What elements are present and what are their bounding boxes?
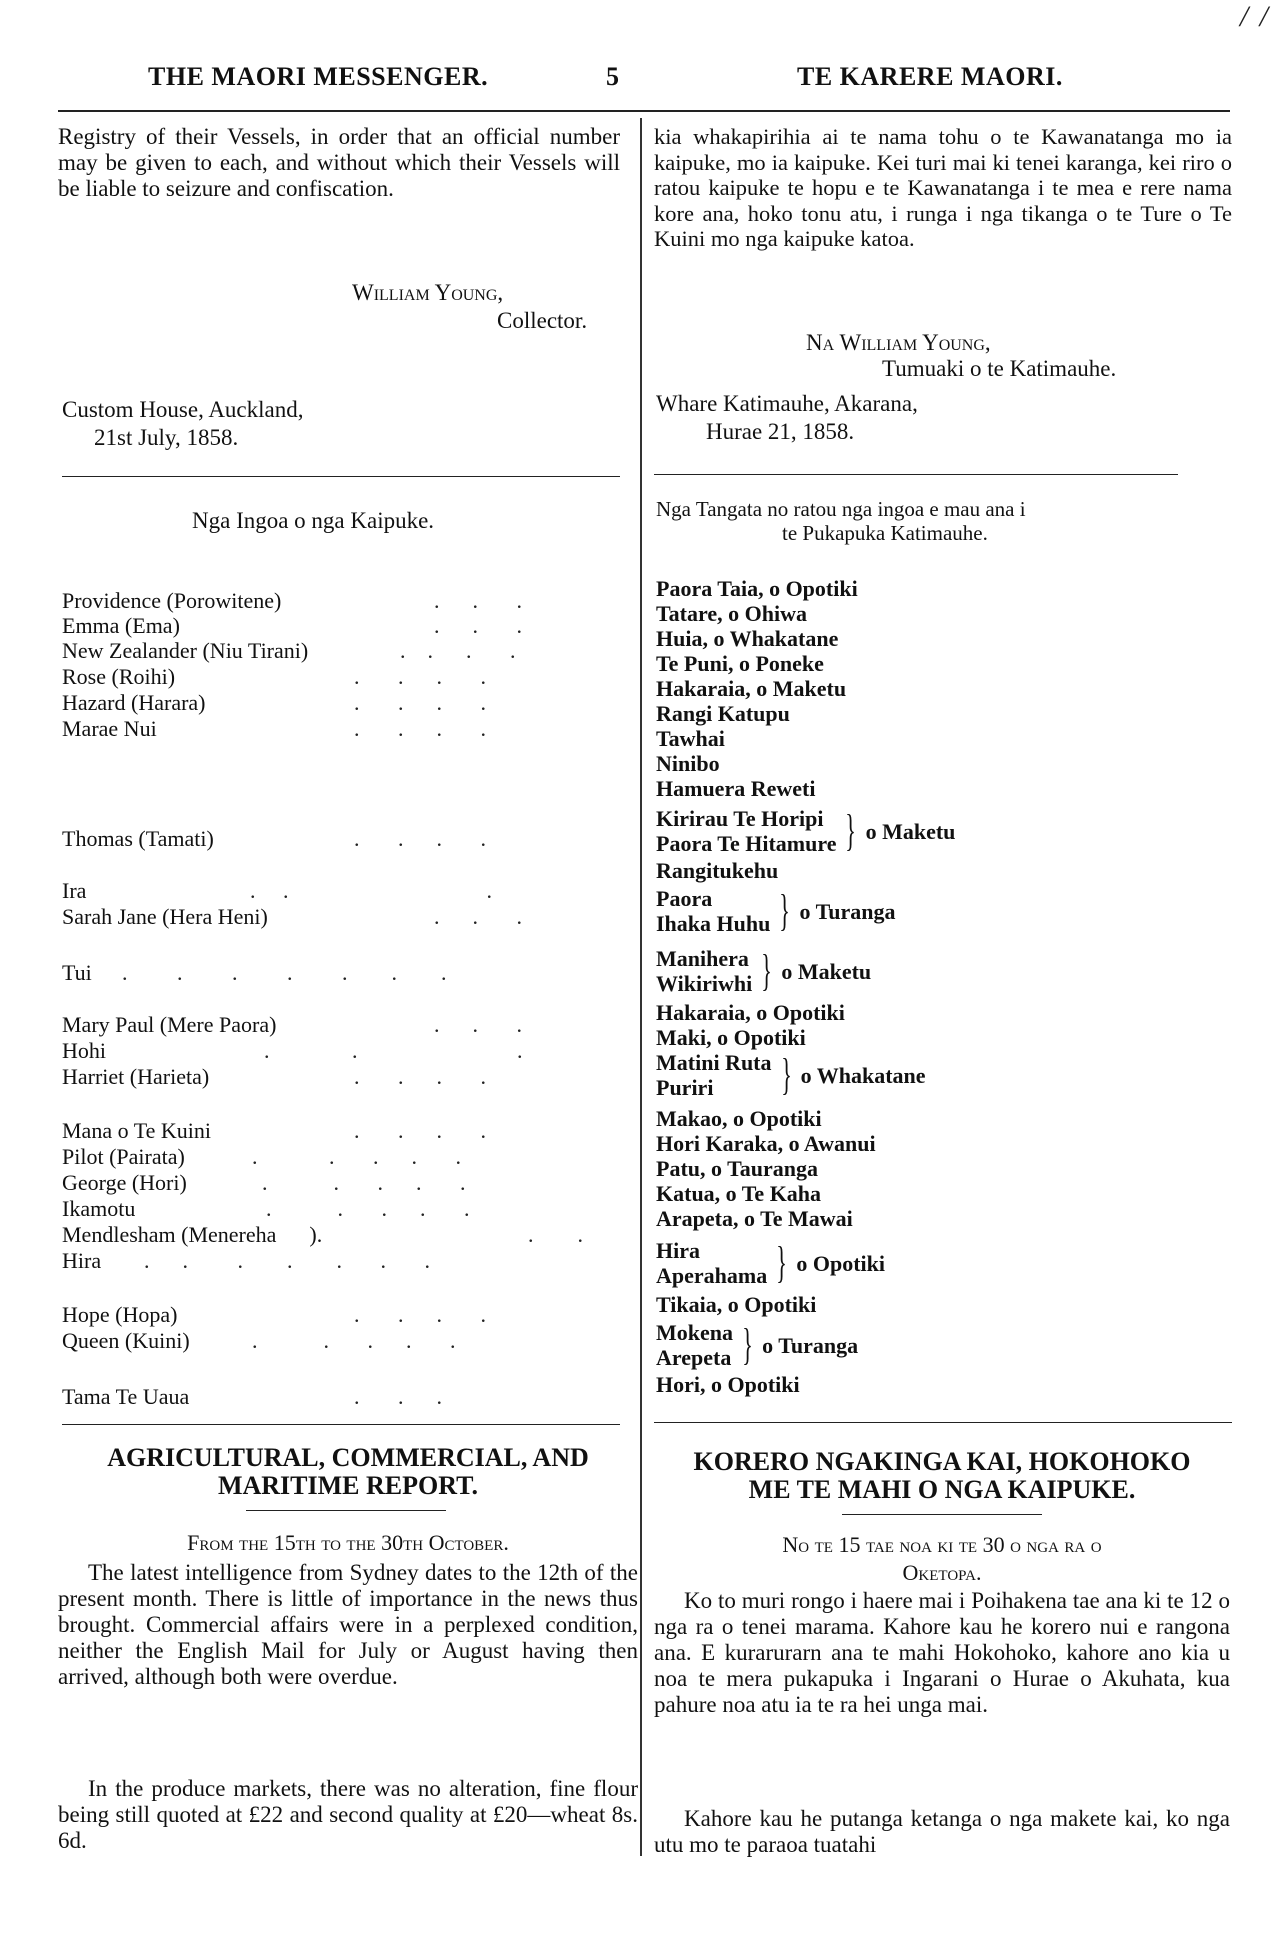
vessel-name: Hope (Hopa) (62, 1302, 178, 1327)
leader-dots: . . . . . (266, 1196, 470, 1221)
owner-group-place: o Turanga (762, 1332, 859, 1358)
vessel-name: Mary Paul (Mere Paora) (62, 1012, 277, 1037)
leader-dots: . . . (434, 613, 522, 638)
brace-glyph: } (780, 1050, 792, 1099)
report-english-para2: In the produce markets, there was no alteration, fine flour being still quoted at £22 and second quality at £20—wheat 8s. 6d. (58, 1776, 638, 1853)
owner-group (656, 886, 895, 936)
notice-maori-text: kia whakapirihia ai te nama tohu o te Kawanatanga mo ia kaipuke, mo ia kaipuke. Kei turi mai ki tenei karanga, kei riro o ratou kaipuke te hopu e te Kawanatanga i te mea e rere nama kore ana, hoko tonu atu, i runga i nga tikanga o te Ture o Te Kuini mo nga kaipuke katoa. (654, 124, 1232, 251)
leader-dots: . . . (434, 1012, 522, 1037)
leader-dots: . . . . (354, 664, 486, 689)
vessel-name: Ikamotu (62, 1196, 136, 1221)
owner-name: Hori Karaka, o Awanui (656, 1131, 876, 1156)
notice-english-title: Collector. (497, 308, 588, 333)
owner-group-name: Paora Te Hitamure (656, 831, 837, 856)
brace-glyph: } (779, 886, 791, 935)
header-rule (58, 110, 1230, 112)
brace-glyph: } (845, 806, 857, 855)
owner-group-name: Wikiriwhi (656, 971, 753, 996)
owner-group (656, 1238, 885, 1288)
owner-name: Patu, o Tauranga (656, 1156, 818, 1181)
notice-english-date: 21st July, 1858. (94, 425, 239, 450)
vessel-name: Mana o Te Kuini (62, 1118, 211, 1143)
leader-dots: . . . (250, 878, 492, 903)
owner-name: Tikaia, o Opotiki (656, 1292, 817, 1317)
report-title-rule-right (842, 1514, 1042, 1515)
notice-maori-place: Whare Katimauhe, Akarana, (656, 391, 918, 416)
leader-dots: . . . . . . . (122, 960, 447, 985)
vessel-name: Ira (62, 878, 87, 903)
report-title-maori-line1: KORERO NGAKINGA KAI, HOKOHOKO (693, 1447, 1191, 1476)
owner-name: Hori, o Opotiki (656, 1372, 800, 1397)
leader-dots: . . . (354, 1384, 442, 1409)
owner-group-name: Arepeta (656, 1345, 732, 1370)
leader-dots: . . . . . (262, 1170, 466, 1195)
vessel-name: Mendlesham (Menereha ). (62, 1222, 323, 1247)
vessel-name: Thomas (Tamati) (62, 826, 214, 851)
report-dates-maori-line2: Oketopa. (902, 1560, 982, 1585)
owner-group (656, 946, 871, 996)
owner-group-place: o Opotiki (796, 1250, 885, 1276)
report-dates-maori-line1: No te 15 tae noa ki te 30 o nga ra o (782, 1532, 1102, 1557)
leader-dots: . . . . . . . (144, 1248, 430, 1273)
owner-group (656, 806, 955, 856)
list-rule-left (62, 1424, 620, 1425)
report-title-maori-line2: ME TE MAHI O NGA KAIPUKE. (748, 1475, 1136, 1504)
column-divider (640, 118, 642, 1856)
leader-dots: . . . . (354, 826, 486, 851)
owner-list-heading-line2: te Pukapuka Katimauhe. (782, 521, 988, 545)
brace-glyph: } (742, 1320, 753, 1369)
vessel-name: Hohi (62, 1038, 106, 1063)
leader-dots: . . . . (354, 1118, 486, 1143)
notice-english-signature: William Young, (352, 280, 504, 305)
owner-group-place: o Maketu (781, 958, 872, 984)
brace-glyph: } (776, 1238, 788, 1287)
corner-mark: / / (1239, 0, 1270, 33)
report-title-english-line1: AGRICULTURAL, COMMERCIAL, AND (107, 1443, 589, 1472)
vessel-name: Sarah Jane (Hera Heni) (62, 904, 268, 929)
owner-group-name: Ihaka Huhu (656, 911, 771, 936)
leader-dots: . . . . . (252, 1328, 456, 1353)
vessel-name: Emma (Ema) (62, 613, 180, 638)
owner-list-heading-line1: Nga Tangata no ratou nga ingoa e mau ana i (656, 497, 1026, 521)
owner-name: Tatare, o Ohiwa (656, 601, 807, 626)
owner-group-name: Manihera (656, 946, 749, 971)
leader-dots: . . . . (354, 1302, 486, 1327)
leader-dots: . . . . . (252, 1144, 461, 1169)
leader-dots: . . . . (354, 690, 486, 715)
notice-rule-left (62, 476, 620, 477)
owner-name: Makao, o Opotiki (656, 1106, 822, 1131)
owner-name: Rangi Katupu (656, 701, 790, 726)
owner-name: Hakaraia, o Opotiki (656, 1000, 845, 1025)
notice-maori-title: Tumuaki o te Katimauhe. (882, 356, 1117, 381)
vessel-name: Hazard (Harara) (62, 690, 206, 715)
report-maori-para1: Ko to muri rongo i haere mai i Poihakena tae ana ki te 12 o nga ra o tenei marama. Kahore kau he korero nui e rangona ana. E kurarurarn ana te mahi Hokohoko, kahore ano kia u noa te mera pukapuka i Ingarani o Hurae o Akuhata, kua pahure noa atu ia te ra hei unga mai. (654, 1588, 1230, 1717)
vessel-name: New Zealander (Niu Tirani) (62, 638, 309, 663)
notice-maori-date: Hurae 21, 1858. (706, 419, 855, 444)
owner-group-place: o Turanga (799, 898, 896, 924)
leader-dots: . . . . (354, 1064, 486, 1089)
owner-group (656, 1050, 926, 1100)
report-dates-english: From the 15th to the 30th October. (187, 1530, 509, 1555)
vessel-name: Marae Nui (62, 716, 157, 741)
vessel-name: Pilot (Pairata) (62, 1144, 185, 1169)
report-maori-para2: Kahore kau he putanga ketanga o nga makete kai, ko nga utu mo te paraoa tuatahi (654, 1806, 1230, 1857)
vessel-list-heading: Nga Ingoa o nga Kaipuke. (192, 508, 435, 533)
leader-dots: . . . (434, 588, 522, 613)
owner-name: Tawhai (656, 726, 725, 751)
owner-name: Huia, o Whakatane (656, 626, 839, 651)
owner-group-name: Paora (656, 886, 713, 911)
list-rule-right (654, 1422, 1232, 1423)
notice-english-text: Registry of their Vessels, in order that an official number may be given to each, and without which their Vessels will be liable to seizure and confiscation. (58, 124, 620, 201)
owner-group-place: o Maketu (865, 818, 956, 844)
owner-group (656, 1320, 858, 1370)
owner-name: Te Puni, o Poneke (656, 651, 824, 676)
leader-dots: . . . . (354, 716, 486, 741)
owner-name: Hakaraia, o Maketu (656, 676, 847, 701)
vessel-name: Tui (62, 960, 92, 985)
owner-name: Hamuera Reweti (656, 776, 816, 801)
owner-group-name: Aperahama (656, 1263, 768, 1288)
running-head (0, 62, 1280, 102)
owner-group-name: Puriri (656, 1075, 714, 1100)
vessel-name: Hira (62, 1248, 102, 1273)
owner-name: Ninibo (656, 751, 720, 776)
leader-dots: . . . (434, 904, 522, 929)
owner-name: Arapeta, o Te Mawai (656, 1206, 853, 1231)
running-head-english: THE MAORI MESSENGER. (148, 62, 489, 91)
notice-rule-right (654, 474, 1178, 475)
report-title-english-line2: MARITIME REPORT. (217, 1471, 479, 1500)
owner-group-name: Hira (656, 1238, 700, 1263)
report-english-para1: The latest intelligence from Sydney dates to the 12th of the present month. There is little of importance in the news thus brought. Commercial affairs were in a perplexed condition, neither the English Mail for July or August having then arrived, although both were overdue. (58, 1560, 638, 1689)
owner-group-name: Mokena (656, 1320, 733, 1345)
leader-dots: . . . . (400, 638, 516, 663)
vessel-name: Tama Te Uaua (62, 1384, 190, 1409)
vessel-name: Harriet (Harieta) (62, 1064, 210, 1089)
owner-name: Paora Taia, o Opotiki (656, 576, 858, 601)
page-number: 5 (606, 62, 620, 91)
owner-name: Katua, o Te Kaha (656, 1181, 822, 1206)
notice-english-place: Custom House, Auckland, (62, 397, 304, 422)
owner-name: Maki, o Opotiki (656, 1025, 806, 1050)
owner-name: Rangitukehu (656, 858, 779, 883)
vessel-name: Providence (Porowitene) (62, 588, 282, 613)
vessel-name: George (Hori) (62, 1170, 187, 1195)
leader-dots: . . (528, 1222, 583, 1247)
leader-dots: . . . (264, 1038, 523, 1063)
owner-group-name: Kirirau Te Horipi (656, 806, 824, 831)
owner-group-place: o Whakatane (800, 1062, 926, 1088)
vessel-name: Queen (Kuini) (62, 1328, 190, 1353)
owner-group-name: Matini Ruta (656, 1050, 772, 1075)
vessel-name: Rose (Roihi) (62, 664, 176, 689)
brace-glyph: } (761, 946, 773, 995)
notice-maori-signature: Na William Young, (806, 330, 991, 355)
running-head-maori: TE KARERE MAORI. (797, 62, 1063, 91)
report-title-rule-left (246, 1510, 446, 1511)
